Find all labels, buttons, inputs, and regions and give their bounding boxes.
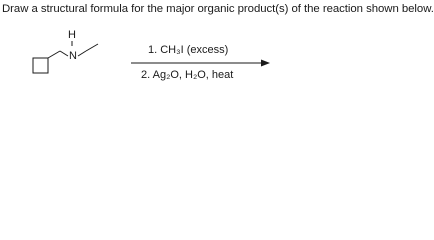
reactant-structure (33, 41, 98, 73)
ring-ch2-bond (48, 51, 60, 58)
reaction-arrow-head (261, 60, 270, 67)
ethyl-bond (86, 44, 98, 51)
n-ethyl-bond (78, 51, 86, 56)
cyclobutane-ring (33, 58, 48, 73)
hydrogen-atom-label: H (68, 29, 76, 41)
ch2-n-bond (60, 51, 68, 56)
question-text: Draw a structural formula for the major organic product(s) of the reaction shown below. (2, 3, 434, 15)
condition-step-1: 1. CH₃I (excess) (148, 44, 229, 56)
condition-step-2: 2. Ag₂O, H₂O, heat (141, 69, 234, 81)
nitrogen-atom-label: N (69, 50, 77, 62)
